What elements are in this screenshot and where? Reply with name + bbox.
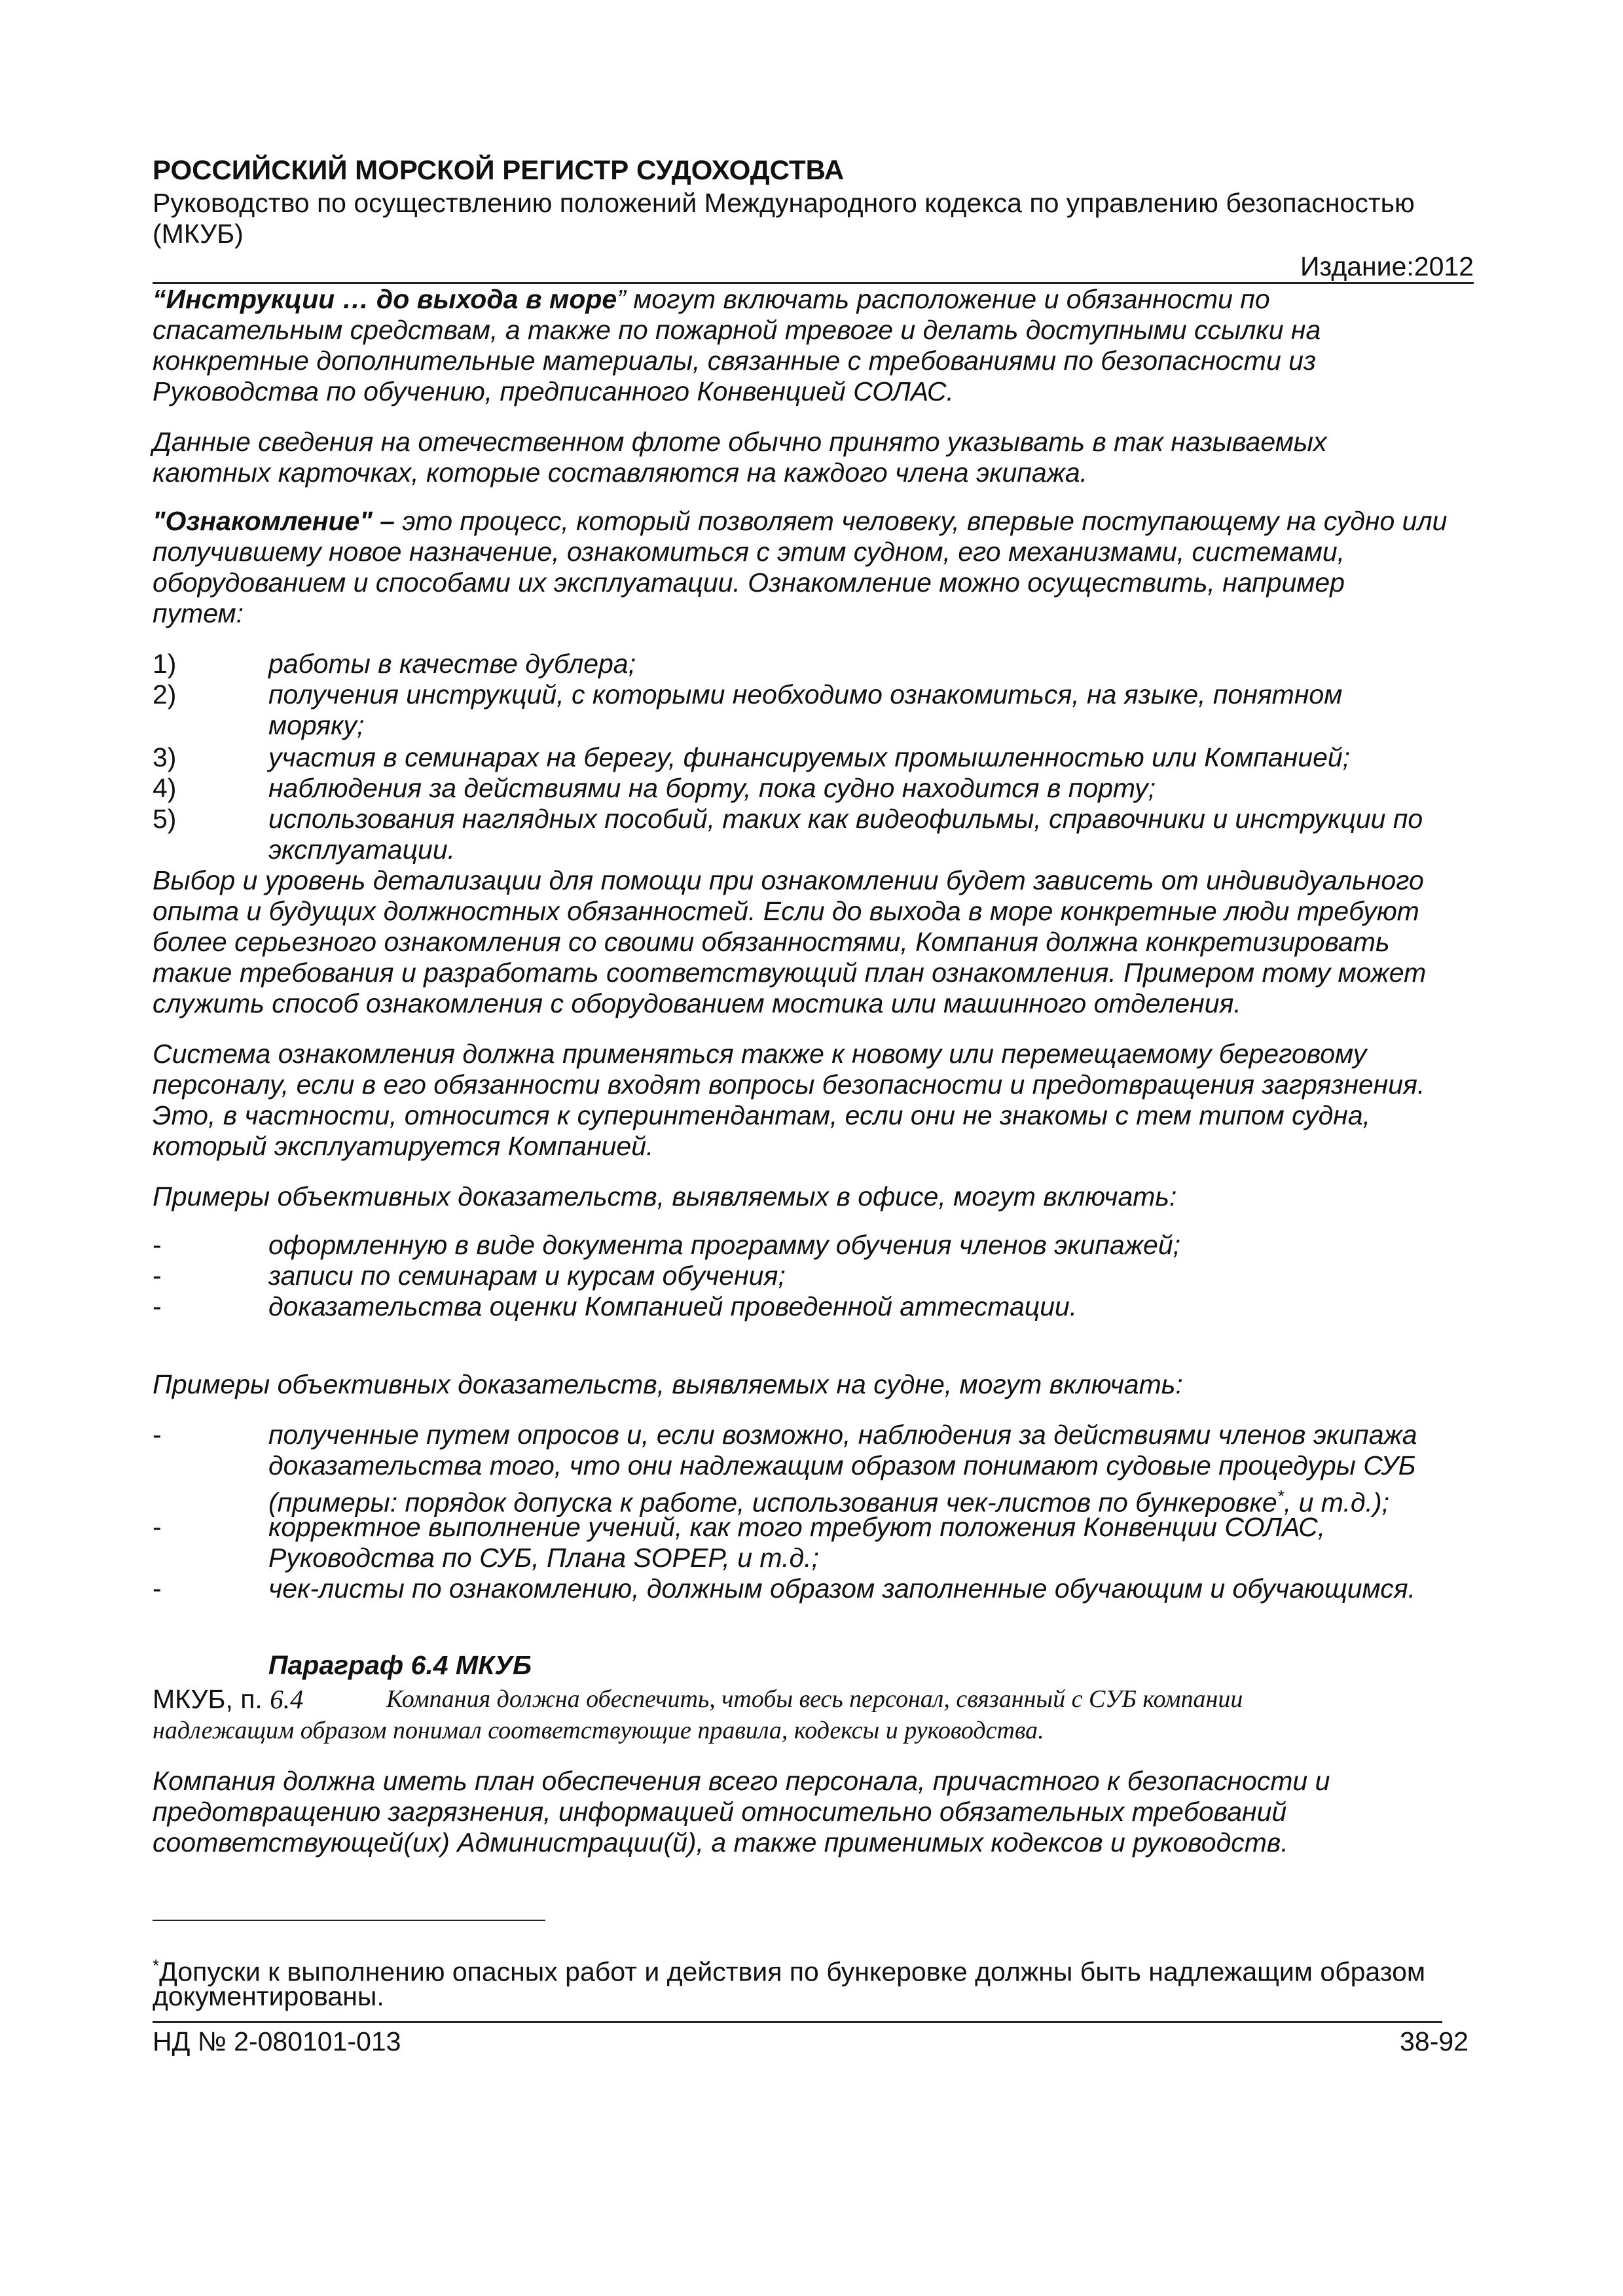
cards-line2: каютных карточках, которые составляются на каждого члена экипажа. xyxy=(153,457,1088,488)
system-line4: который эксплуатируется Компанией. xyxy=(153,1131,654,1161)
footer-rule xyxy=(153,2021,1442,2023)
bullet-dash: - xyxy=(153,1573,162,1604)
list-item-number: 1) xyxy=(153,649,177,679)
office-example-item: записи по семинарам и курсам обучения; xyxy=(268,1261,786,1291)
list-item-text: наблюдения за действиями на борту, пока судно находится в порту; xyxy=(268,773,1156,803)
instructions-term: “Инструкции … до выхода в море xyxy=(153,284,617,314)
footer-page-number: 38-92 xyxy=(1400,2026,1468,2056)
list-item-text: работы в качестве дублера; xyxy=(268,649,636,679)
ship-example-item3: чек-листы по ознакомлению, должным образом заполненные обучающим и обучающимся. xyxy=(268,1573,1415,1604)
footnote-line1: *Допуски к выполнению опасных работ и действия по бункеровке должны быть надлежащим образом xyxy=(153,1956,1426,1987)
list-item-text: получения инструкций, с которыми необходимо ознакомиться, на языке, понятном xyxy=(268,679,1343,709)
office-examples-intro: Примеры объективных доказательств, выявляемых в офисе, могут включать: xyxy=(153,1181,1177,1211)
header-title-line2: (МКУБ) xyxy=(153,219,244,249)
footnote-line2: документированы. xyxy=(153,1981,384,2011)
office-example-item: оформленную в виде документа программу обучения членов экипажей; xyxy=(268,1230,1181,1260)
list-item-text: моряку; xyxy=(268,710,365,740)
footnote-separator xyxy=(153,1920,545,1921)
ship-example-item1-line2: доказательства того, что они надлежащим образом понимают судовые процедуры СУБ xyxy=(268,1450,1416,1480)
header-title-line1: Руководство по осуществлению положений Международного кодекса по управлению безопасностью xyxy=(153,188,1415,218)
choice-line4: такие требования и разработать соответствующий план ознакомления. Примером тому может xyxy=(153,958,1427,988)
ship-example-item1-line3: (примеры: порядок допуска к работе, использования чек-листов по бункеровке*, и т.д.); xyxy=(268,1486,1389,1518)
list-item-number: 4) xyxy=(153,773,177,803)
instructions-line3: конкретные дополнительные материалы, связанные с требованиями по безопасности из xyxy=(153,346,1317,376)
instructions-line4: Руководства по обучению, предписанного Конвенцией СОЛАС. xyxy=(153,376,954,406)
bullet-dash: - xyxy=(153,1512,162,1542)
system-line1: Система ознакомления должна применяться также к новому или перемещаемому береговому xyxy=(153,1039,1367,1069)
choice-line2: опыта и будущих должностных обязанностей. Если до выхода в море конкретные люди требуют xyxy=(153,896,1419,926)
header-edition: Издание:2012 xyxy=(1300,251,1474,281)
ism-quote-line2: надлежащим образом понимал соответствующие правила, кодексы и руководства. xyxy=(153,1717,1044,1744)
bullet-dash: - xyxy=(153,1420,162,1450)
office-example-item: доказательства оценки Компанией проведенной аттестации. xyxy=(268,1291,1078,1321)
familiar-line2: получившему новое назначение, ознакомиться с этим судном, его механизмами, системами, xyxy=(153,537,1345,567)
familiar-line3: оборудованием и способами их эксплуатации. Ознакомление можно осуществить, например xyxy=(153,567,1345,598)
system-line2: персоналу, если в его обязанности входят вопросы безопасности и предотвращения загрязнения. xyxy=(153,1069,1425,1100)
list-item-text: участия в семинарах на берегу, финансируемых промышленностью или Компанией; xyxy=(268,742,1351,772)
familiar-line1: "Ознакомление" – это процесс, который позволяет человеку, впервые поступающему на судно или xyxy=(153,506,1448,536)
list-item-text: использования наглядных пособий, таких как видеофильмы, справочники и инструкции по xyxy=(268,804,1423,834)
list-item-number: 2) xyxy=(153,679,177,709)
footnote-mark: * xyxy=(153,1956,160,1975)
list-item-number: 3) xyxy=(153,742,177,772)
footer-doc-number: НД № 2-080101-013 xyxy=(153,2026,401,2056)
choice-line3: более серьезного ознакомления со своими обязанностями, Компания должна конкретизировать xyxy=(153,927,1390,957)
familiar-line4: путем: xyxy=(153,598,244,628)
ship-example-item2-line1: корректное выполнение учений, как того требуют положения Конвенции СОЛАС, xyxy=(268,1512,1326,1542)
company-line3: соответствующей(их) Администрации(й), а также применимых кодексов и руководств. xyxy=(153,1827,1288,1857)
ism-ref: МКУБ, п. 6.4 xyxy=(153,1684,304,1714)
bullet-dash: - xyxy=(153,1230,162,1260)
list-item-number: 5) xyxy=(153,804,177,834)
familiar-term: "Ознакомление" – xyxy=(153,506,395,536)
list-item-text: эксплуатации. xyxy=(268,834,456,865)
choice-line5: служить способ ознакомления с оборудованием мостика или машинного отделения. xyxy=(153,988,1241,1018)
ism-clause-number: 6.4 xyxy=(270,1684,304,1714)
choice-line1: Выбор и уровень детализации для помощи при ознакомлении будет зависеть от индивидуального xyxy=(153,865,1424,895)
bullet-dash: - xyxy=(153,1261,162,1291)
instructions-line2: спасательным средствам, а также по пожарной тревоге и делать доступными ссылки на xyxy=(153,315,1321,345)
header-org: РОССИЙСКИЙ МОРСКОЙ РЕГИСТР СУДОХОДСТВА xyxy=(153,154,845,185)
ship-example-item2-line2: Руководства по СУБ, Плана SOPEP, и т.д.; xyxy=(268,1543,819,1573)
instructions-line1: “Инструкции … до выхода в море” могут включать расположение и обязанности по xyxy=(153,284,1270,314)
footnote-reference: * xyxy=(1277,1486,1284,1506)
cards-line1: Данные сведения на отечественном флоте обычно принято указывать в так называемых xyxy=(153,427,1327,457)
ism-quote-line1: Компания должна обеспечить, чтобы весь персонал, связанный с СУБ компании xyxy=(386,1685,1243,1713)
ship-example-item1-line1: полученные путем опросов и, если возможно, наблюдения за действиями членов экипажа xyxy=(268,1420,1417,1450)
ship-examples-intro: Примеры объективных доказательств, выявляемых на судне, могут включать: xyxy=(153,1369,1183,1399)
paragraph-heading: Параграф 6.4 МКУБ xyxy=(268,1650,532,1680)
system-line3: Это, в частности, относится к суперинтендантам, если они не знакомы с тем типом судна, xyxy=(153,1100,1371,1130)
company-line2: предотвращению загрязнения, информацией относительно обязательных требований xyxy=(153,1797,1287,1827)
company-line1: Компания должна иметь план обеспечения всего персонала, причастного к безопасности и xyxy=(153,1766,1330,1796)
bullet-dash: - xyxy=(153,1291,162,1321)
